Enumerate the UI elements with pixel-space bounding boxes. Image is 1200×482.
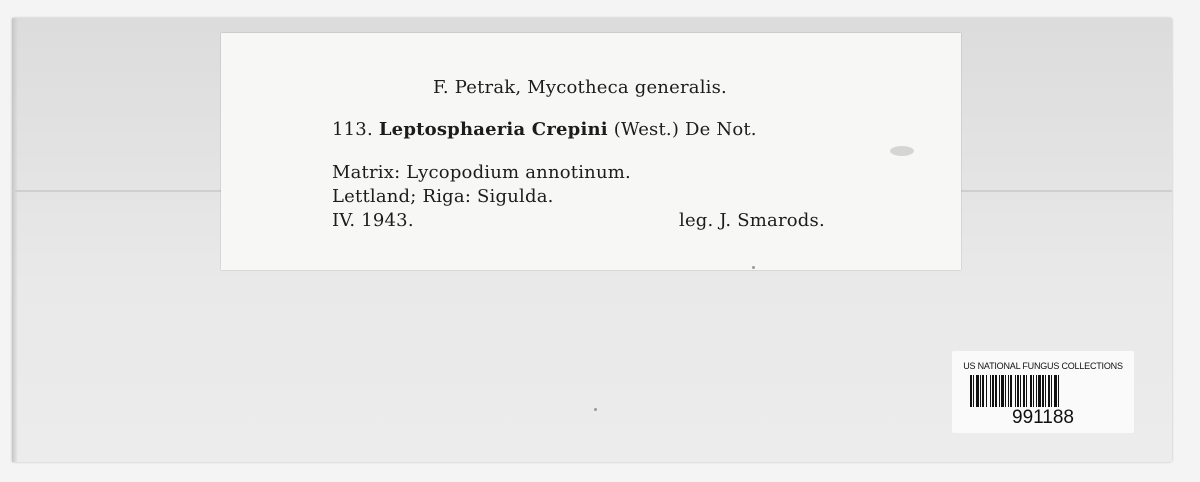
label-date: IV. 1943. (332, 210, 414, 231)
label-species: Leptosphaeria Crepini (378, 119, 608, 140)
label-taxon-line (332, 119, 757, 140)
label-authority: (West.) De Not. (613, 119, 757, 140)
label-collector: leg. J. Smarods. (679, 210, 825, 231)
paper-speck (752, 266, 755, 269)
paper-smudge (890, 146, 914, 156)
packet-edge-shadow (12, 18, 18, 462)
label-title: F. Petrak, Mycotheca generalis. (433, 77, 727, 98)
paper-speck (594, 408, 597, 411)
label-locality: Lettland; Riga: Sigulda. (332, 186, 554, 207)
barcode-number: 991188 (1012, 407, 1074, 428)
barcode-bars (970, 375, 1116, 407)
barcode-institution: US NATIONAL FUNGUS COLLECTIONS (963, 361, 1123, 371)
specimen-label (221, 33, 961, 270)
barcode-gap (1059, 375, 1061, 407)
label-number: 113. (332, 119, 373, 140)
label-matrix: Matrix: Lycopodium annotinum. (332, 162, 631, 183)
barcode-label (952, 351, 1134, 433)
